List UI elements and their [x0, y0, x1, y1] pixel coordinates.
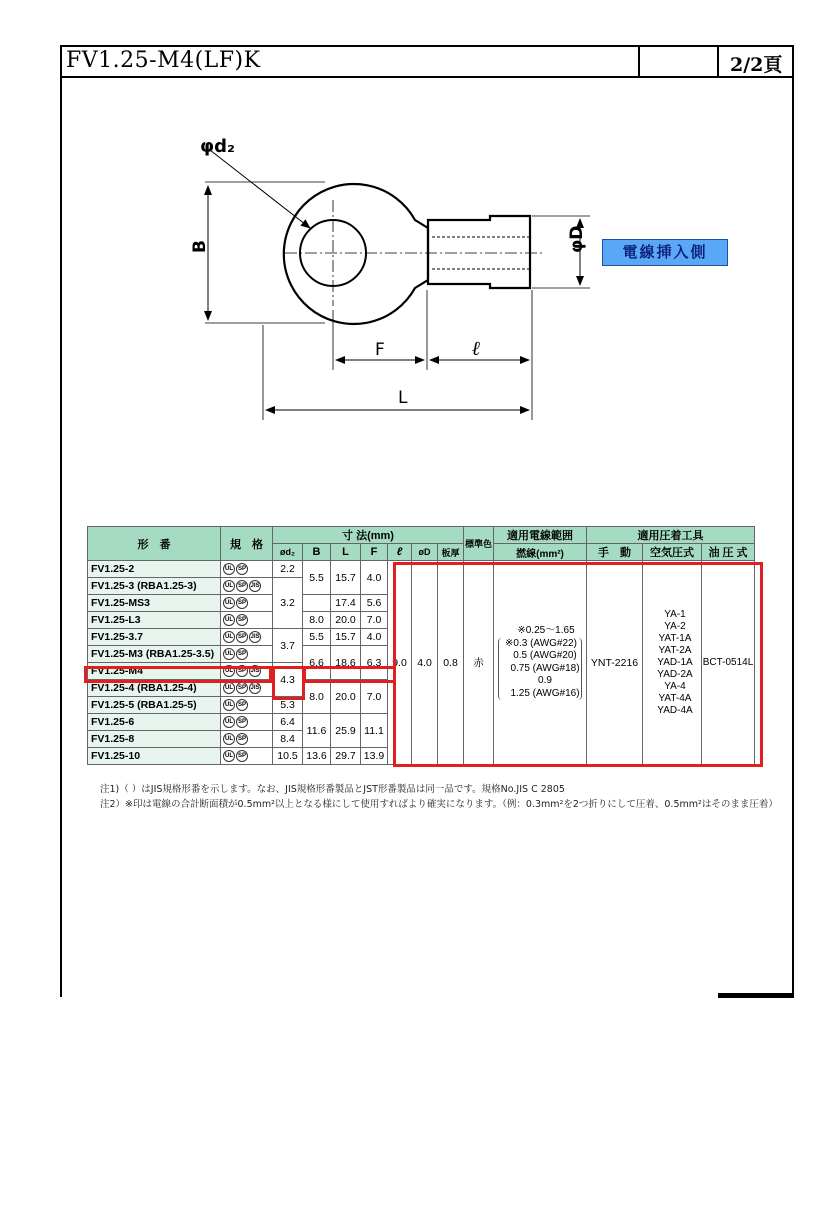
air-tool: YAT-2A — [658, 644, 692, 656]
f-cell: 4.0 — [361, 629, 388, 646]
wire-range-item: 1.25 (AWG#16) — [510, 687, 580, 699]
ul-mark-icon: UL — [223, 733, 235, 745]
standard-marks — [221, 697, 273, 714]
page-number: 2/2頁 — [730, 54, 783, 76]
standard-marks — [221, 595, 273, 612]
d2-cell: 4.3 — [273, 663, 303, 697]
highlight-common-specs — [393, 562, 763, 767]
standard-marks — [221, 714, 273, 731]
air-tool: YAD-1A — [657, 656, 693, 668]
document-title: FV1.25-M4(LF)K — [66, 48, 261, 73]
l-length-cell: 18.6 — [331, 646, 361, 680]
csa-mark-icon: SP — [236, 563, 248, 575]
csa-mark-icon: SP — [236, 614, 248, 626]
jis-mark-icon: JIS — [249, 665, 261, 677]
part-no-cell: FV1.25-8 — [88, 731, 221, 748]
manual-tool-cell: YNT-2216 — [587, 561, 643, 765]
part-no-cell: FV1.25-3 (RBA1.25-3) — [88, 578, 221, 595]
label-f: F — [375, 340, 385, 360]
l-cell: 9.0 — [388, 561, 412, 765]
ul-mark-icon: UL — [223, 682, 235, 694]
ul-mark-icon: UL — [223, 563, 235, 575]
csa-mark-icon: SP — [236, 750, 248, 762]
header-hydraulic: 油 圧 式 — [702, 544, 755, 561]
standard-marks — [221, 748, 273, 765]
air-tool: YA-4 — [664, 680, 686, 692]
d2-cell: 10.5 — [273, 748, 303, 765]
part-no-cell: FV1.25-2 — [88, 561, 221, 578]
document-header — [60, 45, 794, 78]
air-tool: YA-2 — [664, 620, 686, 632]
standard-marks — [221, 612, 273, 629]
ul-mark-icon: UL — [223, 631, 235, 643]
csa-mark-icon: SP — [236, 665, 248, 677]
csa-mark-icon: SP — [236, 631, 248, 643]
header-air: 空気圧式 — [643, 544, 702, 561]
ul-mark-icon: UL — [223, 699, 235, 711]
part-no-cell: FV1.25-M3 (RBA1.25-3.5) — [88, 646, 221, 663]
csa-mark-icon: SP — [236, 648, 248, 660]
part-no-cell: FV1.25-M4 — [88, 663, 221, 680]
b-cell: 6.6 — [303, 646, 331, 680]
note-2: 注2）※印は電線の合計断面積が0.5mm²以上となる様にして使用すればより確実になります。（例：0.3mm²を2つ折りにして圧着、0.5mm²はそのまま圧着） — [100, 799, 778, 810]
b-cell: 5.5 — [303, 629, 331, 646]
header-thickness: 板厚 — [438, 544, 464, 561]
highlight-part-row — [84, 666, 272, 683]
b-cell: 11.6 — [303, 714, 331, 748]
header-standard: 規 格 — [221, 527, 273, 561]
b-cell: 5.5 — [303, 561, 331, 595]
f-cell: 7.0 — [361, 680, 388, 714]
d2-cell: 3.7 — [273, 629, 303, 663]
f-cell: 7.0 — [361, 612, 388, 629]
f-cell: 11.1 — [361, 714, 388, 748]
l-length-cell: 15.7 — [331, 629, 361, 646]
ul-mark-icon: UL — [223, 665, 235, 677]
part-no-cell: FV1.25-4 (RBA1.25-4) — [88, 680, 221, 697]
air-tool: YAT-4A — [658, 692, 692, 704]
standard-marks — [221, 646, 273, 663]
l-length-cell: 25.9 — [331, 714, 361, 748]
thickness-cell: 0.8 — [438, 561, 464, 765]
ul-mark-icon: UL — [223, 750, 235, 762]
csa-mark-icon: SP — [236, 733, 248, 745]
notes — [100, 782, 778, 812]
l-length-cell: 20.0 — [331, 680, 361, 714]
d2-cell: 2.2 — [273, 561, 303, 578]
l-length-cell: 17.4 — [331, 595, 361, 612]
header-d2: ød₂ — [273, 544, 303, 561]
highlight-d2 — [272, 666, 305, 700]
label-phi-d: φD — [567, 225, 587, 253]
terminal-drawing — [170, 120, 750, 430]
d2-cell: 6.4 — [273, 714, 303, 731]
part-no-cell: FV1.25-MS3 — [88, 595, 221, 612]
d2-cell: 3.2 — [273, 578, 303, 629]
header-L: L — [331, 544, 361, 561]
jis-mark-icon: JIS — [249, 580, 261, 592]
csa-mark-icon: SP — [236, 716, 248, 728]
highlight-dims — [303, 666, 396, 683]
part-no-cell: FV1.25-3.7 — [88, 629, 221, 646]
standard-marks — [221, 561, 273, 578]
f-cell: 6.3 — [361, 646, 388, 680]
l-length-cell: 20.0 — [331, 612, 361, 629]
d2-cell: 8.4 — [273, 731, 303, 748]
header-l: ℓ — [388, 544, 412, 561]
header-tools: 適用圧着工具 — [587, 527, 755, 544]
jis-mark-icon: JIS — [249, 631, 261, 643]
jis-mark-icon: JIS — [249, 682, 261, 694]
wire-range-item: 0.75 (AWG#18) — [510, 662, 580, 674]
header-manual: 手 動 — [587, 544, 643, 561]
header-d: øD — [412, 544, 438, 561]
header-divider — [717, 47, 719, 78]
f-cell: 4.0 — [361, 561, 388, 595]
ul-mark-icon: UL — [223, 614, 235, 626]
l-length-cell: 15.7 — [331, 561, 361, 595]
b-cell: 8.0 — [303, 680, 331, 714]
b-cell — [303, 595, 331, 612]
csa-mark-icon: SP — [236, 699, 248, 711]
label-b: B — [190, 240, 210, 253]
csa-mark-icon: SP — [236, 580, 248, 592]
air-tool: YAT-1A — [658, 632, 692, 644]
footer-bar — [718, 993, 794, 998]
csa-mark-icon: SP — [236, 597, 248, 609]
wire-range-item: 0.5 (AWG#20) — [513, 650, 577, 661]
f-cell: 13.9 — [361, 748, 388, 765]
part-no-cell: FV1.25-5 (RBA1.25-5) — [88, 697, 221, 714]
color-cell: 赤 — [464, 561, 494, 765]
wire-range-item: 0.9 — [538, 675, 552, 686]
d-cell: 4.0 — [412, 561, 438, 765]
wire-range-item: ※0.3 (AWG#22) — [505, 637, 577, 649]
label-l: ℓ — [472, 336, 481, 360]
label-L: L — [398, 388, 408, 408]
header-part-no: 形 番 — [88, 527, 221, 561]
part-no-cell: FV1.25-6 — [88, 714, 221, 731]
header-dims: 寸 法(mm) — [273, 527, 464, 544]
b-cell: 8.0 — [303, 612, 331, 629]
b-cell: 13.6 — [303, 748, 331, 765]
part-no-cell: FV1.25-10 — [88, 748, 221, 765]
header-color: 標準色 — [464, 527, 494, 561]
note-1: 注1)（ ）はJIS規格形番を示します。なお、JIS規格形番製品とJST形番製品は同一品です。規格No.JIS C 2805 — [100, 784, 565, 795]
header-f: F — [361, 544, 388, 561]
csa-mark-icon: SP — [236, 682, 248, 694]
l-length-cell: 29.7 — [331, 748, 361, 765]
standard-marks — [221, 731, 273, 748]
part-no-cell: FV1.25-L3 — [88, 612, 221, 629]
air-tool: YAD-2A — [657, 668, 693, 680]
header-divider — [638, 47, 640, 78]
header-b: B — [303, 544, 331, 561]
air-tool: YA-1 — [664, 608, 686, 620]
f-cell: 5.6 — [361, 595, 388, 612]
d2-cell: 5.3 — [273, 697, 303, 714]
air-tool: YAD-4A — [657, 704, 693, 716]
wire-range-item: ※0.25～1.65 — [517, 625, 575, 636]
standard-marks — [221, 578, 273, 595]
hydraulic-tool-cell: BCT-0514L — [702, 561, 755, 765]
standard-marks — [221, 629, 273, 646]
ul-mark-icon: UL — [223, 716, 235, 728]
ul-mark-icon: UL — [223, 648, 235, 660]
header-stranded: 撚線(mm²) — [494, 544, 587, 561]
ul-mark-icon: UL — [223, 580, 235, 592]
ul-mark-icon: UL — [223, 597, 235, 609]
wire-insertion-side-label: 電線挿入側 — [602, 239, 728, 266]
label-d2: φd₂ — [200, 136, 235, 157]
header-wire-range: 適用電線範囲 — [494, 527, 587, 544]
